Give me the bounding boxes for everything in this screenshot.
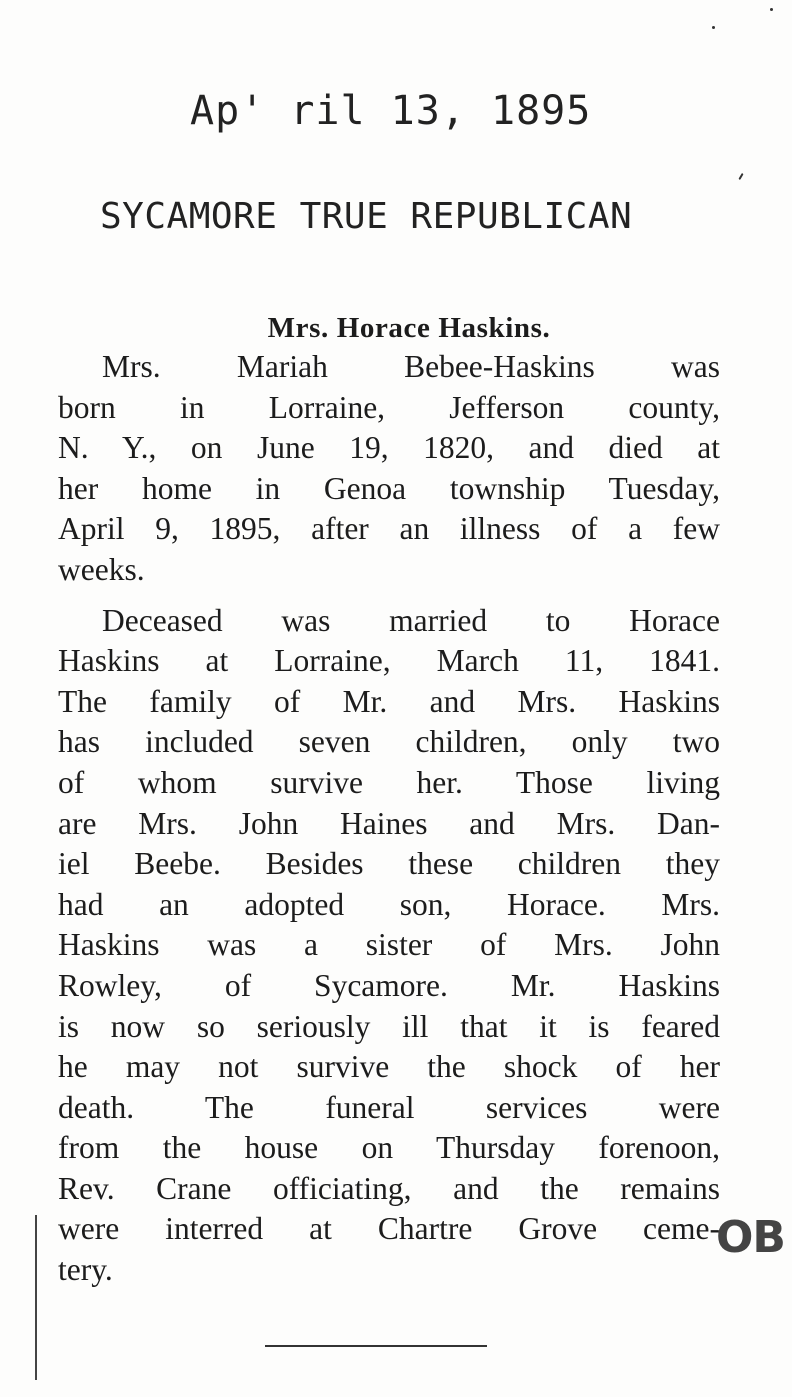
text-line: he may not survive the shock of her xyxy=(58,1049,720,1085)
text-line: has included seven children, only two xyxy=(58,724,720,760)
text-line: death. The funeral services were xyxy=(58,1089,720,1125)
text-line: N. Y., on June 19, 1820, and died at xyxy=(58,430,720,466)
scan-speck xyxy=(712,26,715,29)
typed-newspaper-name: SYCAMORE TRUE REPUBLICAN xyxy=(100,196,633,237)
scan-speck xyxy=(770,8,773,11)
article-paragraph-2 xyxy=(58,601,720,1291)
newspaper-clipping xyxy=(58,308,720,1291)
scan-speck xyxy=(738,173,743,180)
article-end-rule xyxy=(265,1345,487,1347)
text-line: is now so seriously ill that it is feared xyxy=(58,1008,720,1044)
article-headline: Mrs. Horace Haskins. xyxy=(267,312,551,344)
text-line: Haskins at Lorraine, March 11, 1841. xyxy=(58,643,720,679)
text-line: weeks. xyxy=(58,551,145,587)
text-line: The family of Mr. and Mrs. Haskins xyxy=(58,683,720,719)
margin-label-fragment: OB xyxy=(716,1212,785,1263)
text-line: Deceased was married to Horace xyxy=(102,602,720,638)
clipping-edge-line xyxy=(35,1215,37,1380)
typed-date: Ap' ril 13, 1895 xyxy=(190,88,592,134)
text-line: had an adopted son, Horace. Mrs. xyxy=(58,886,720,922)
text-line: of whom survive her. Those living xyxy=(58,764,720,800)
text-line: were interred at Chartre Grove ceme- xyxy=(58,1211,720,1247)
text-line: Rev. Crane officiating, and the remains xyxy=(58,1170,720,1206)
text-line: from the house on Thursday forenoon, xyxy=(58,1130,720,1166)
text-line: Mrs. Mariah Bebee-Haskins was xyxy=(102,349,720,384)
text-line: Rowley, of Sycamore. Mr. Haskins xyxy=(58,967,720,1003)
text-line: born in Lorraine, Jefferson county, xyxy=(58,389,720,425)
text-line: Haskins was a sister of Mrs. John xyxy=(58,927,720,963)
text-line: are Mrs. John Haines and Mrs. Dan- xyxy=(58,805,720,841)
text-line: iel Beebe. Besides these children they xyxy=(58,846,720,882)
article-paragraph-1 xyxy=(58,347,720,591)
text-line: tery. xyxy=(58,1252,113,1288)
text-line: her home in Genoa township Tuesday, xyxy=(58,470,720,506)
text-line: April 9, 1895, after an illness of a few xyxy=(58,511,720,547)
